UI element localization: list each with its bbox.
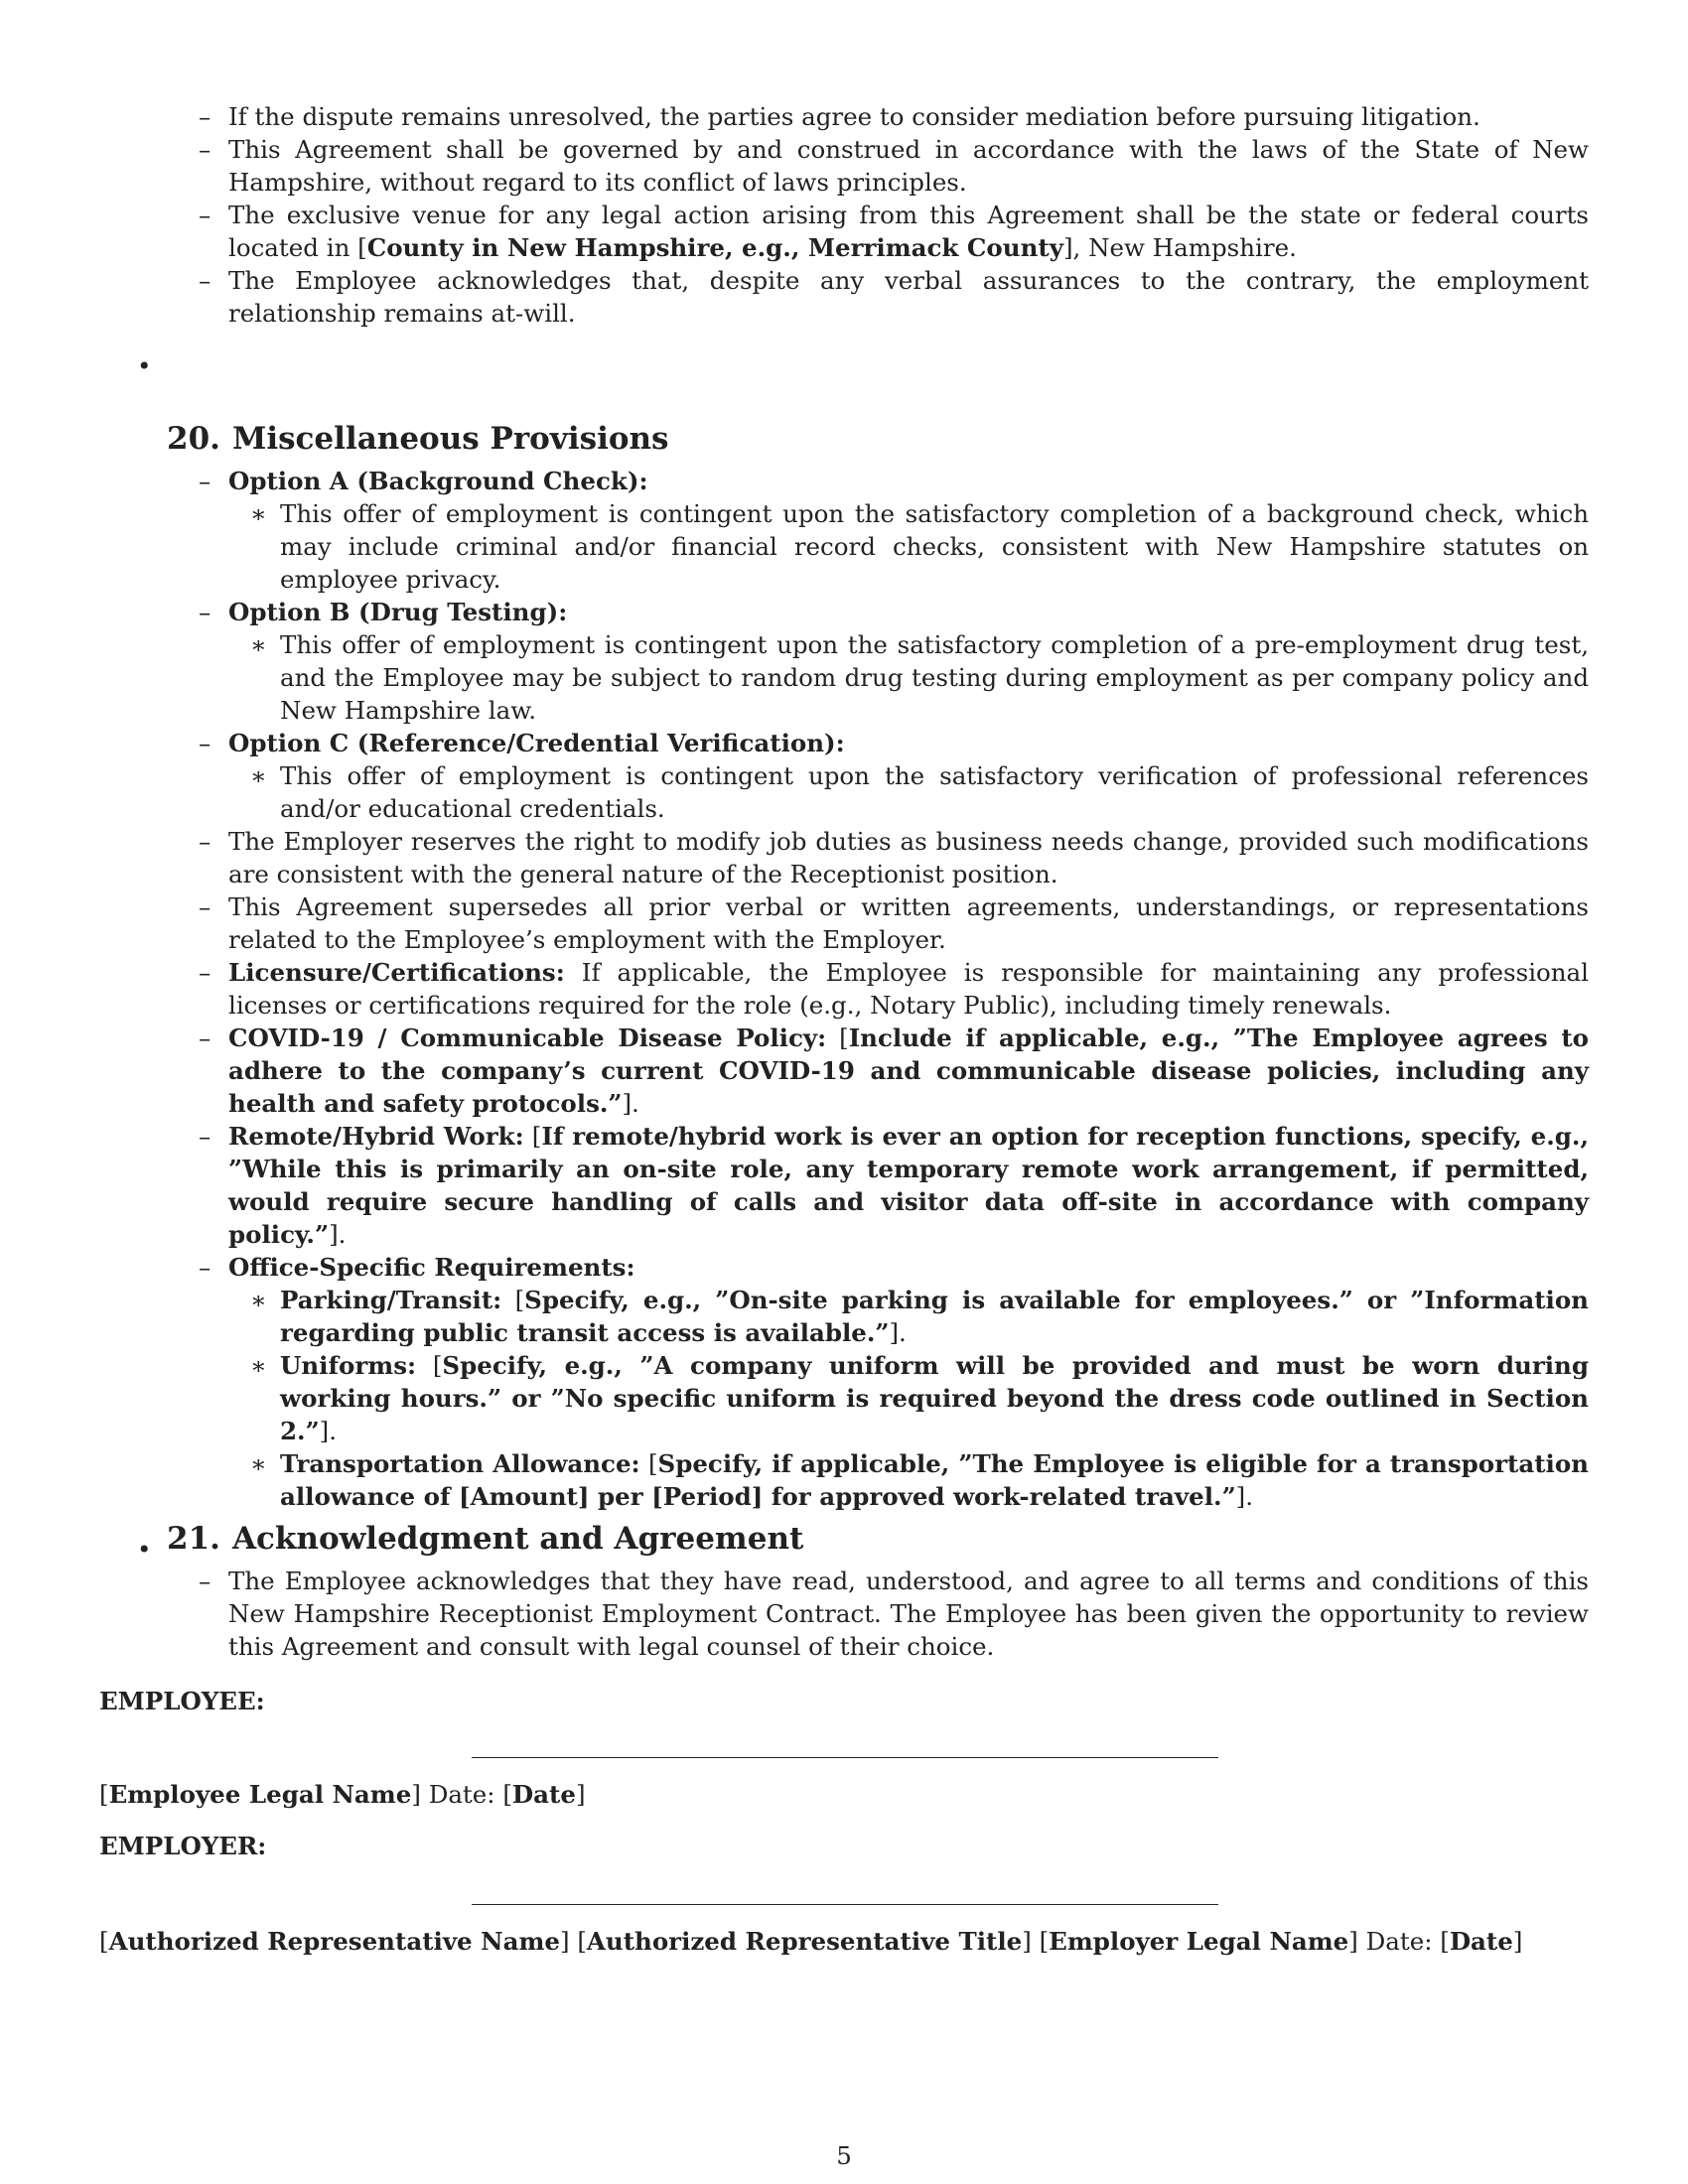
list-item-text: This Agreement shall be governed by and construed in accordance with the laws of the State of New Hampshire, without regard to its conflict of laws principles.: [228, 135, 1589, 197]
employee-label: EMPLOYEE:: [99, 1687, 265, 1715]
list-item-text: The Employee acknowledges that, despite any verbal assurances to the contrary, the employment relationship remains at-will.: [228, 266, 1589, 328]
bracket: [: [502, 1780, 512, 1809]
list-item-text: The Employee acknowledges that they have read, understood, and agree to all terms and conditions of this New Hampshire Receptionist Employment Contract. The Employee has been given the opportunity to review this Agreement and consult with legal counsel of their choice.: [228, 1567, 1589, 1661]
dash-marker: –: [199, 729, 211, 757]
option-c: [199, 727, 1589, 759]
dash-marker: –: [199, 892, 211, 921]
bracket-close: ].: [329, 1220, 347, 1249]
parking-placeholder: Specify, e.g., ”On-site parking is available for employees.” or ”Information regarding public transit access is available.”: [280, 1286, 1589, 1347]
employee-date: Date: [511, 1780, 576, 1809]
venue-placeholder: County in New Hampshire, e.g., Merrimack County: [366, 233, 1063, 262]
dash-marker: –: [199, 958, 211, 987]
section-title: Miscellaneous Provisions: [232, 421, 669, 457]
bracket-close: ].: [319, 1417, 338, 1445]
dash-marker: –: [199, 1253, 211, 1282]
option-label: Option B (Drug Testing):: [228, 598, 568, 626]
office-specific-label: Office-Specific Requirements:: [228, 1253, 635, 1282]
covid-item: [199, 1022, 1589, 1120]
bracket: [: [1039, 1927, 1050, 1956]
dash-marker: –: [199, 1024, 211, 1052]
star-marker: ∗: [250, 499, 267, 528]
dash-marker: –: [199, 598, 211, 626]
parking-label: Parking/Transit:: [280, 1286, 502, 1314]
bullet-symbol: •: [137, 1535, 152, 1564]
section-title: Acknowledgment and Agreement: [232, 1521, 804, 1557]
remote-label: Remote/Hybrid Work:: [228, 1122, 524, 1151]
bracket: [: [99, 1780, 109, 1809]
bracket: [: [577, 1927, 587, 1956]
dash-marker: –: [199, 135, 211, 164]
bracket: ]: [411, 1780, 421, 1809]
dash-marker: –: [199, 827, 211, 856]
dash-marker: –: [199, 1567, 211, 1595]
sub-item-text: This offer of employment is contingent upon the satisfactory completion of a pre-employment drug test, and the Employee may be subject to random drug testing during employment as per company policy and New Hampshire law.: [280, 630, 1589, 725]
employee-name: Employee Legal Name: [108, 1780, 412, 1809]
transportation-label: Transportation Allowance:: [280, 1449, 640, 1478]
section-heading: [167, 419, 1688, 459]
licensure-item: [199, 956, 1589, 1022]
employer-date: Date: [1449, 1927, 1513, 1956]
section-number: 21.: [167, 1521, 220, 1557]
option-a: [199, 465, 1589, 497]
bracket-close: ].: [622, 1089, 639, 1118]
list-item-text: The Employer reserves the right to modify job duties as business needs change, provided such modifications are consistent with the general nature of the Receptionist position.: [228, 827, 1589, 888]
star-marker: ∗: [250, 1286, 267, 1314]
dash-marker: –: [199, 201, 211, 229]
supersedes-item: [199, 890, 1589, 956]
bracket: ]: [1348, 1927, 1358, 1956]
bracket: ]: [1022, 1927, 1032, 1956]
bullet-marker: [137, 349, 1688, 382]
section-21: [0, 1519, 1688, 1663]
bracket: [: [99, 1927, 109, 1956]
covid-placeholder: Include if applicable, e.g., ”The Employee agrees to adhere to the company’s current COVID-19 and communicable disease policies, including any health and safety protocols.”: [228, 1024, 1589, 1118]
section-heading: [167, 1519, 1688, 1559]
sub-item-text: This offer of employment is contingent upon the satisfactory verification of professional references and/or educational credentials.: [280, 761, 1589, 823]
bracket: [: [1440, 1927, 1450, 1956]
remote-item: [199, 1120, 1589, 1251]
date-label: Date:: [1365, 1927, 1433, 1956]
rep-title: Authorized Representative Title: [586, 1927, 1023, 1956]
office-specific-item: [199, 1251, 1589, 1284]
bracket: ]: [559, 1927, 570, 1956]
bracket: ]: [575, 1780, 586, 1809]
licensure-label: Licensure/Certifications:: [228, 958, 565, 987]
option-a-text: [250, 497, 1589, 596]
parking-item: [250, 1284, 1589, 1349]
bracket-open: [: [501, 1286, 525, 1314]
list-item-text: ], New Hampshire.: [1062, 233, 1297, 262]
date-label: Date:: [428, 1780, 495, 1809]
bracket-open: [: [523, 1122, 542, 1151]
uniforms-item: [250, 1349, 1589, 1447]
employee-name-line: [99, 1778, 1688, 1811]
bracket: ]: [1512, 1927, 1523, 1956]
bracket-close: ].: [889, 1318, 907, 1347]
modify-duties-item: [199, 825, 1589, 890]
page-number: 5: [836, 2141, 852, 2170]
list-item-text: If the dispute remains unresolved, the parties agree to consider mediation before pursuing litigation.: [228, 102, 1480, 131]
covid-label: COVID-19 / Communicable Disease Policy:: [228, 1024, 827, 1052]
remote-placeholder: If remote/hybrid work is ever an option for reception functions, specify, e.g., ”While this is primarily an on-site role, any temporary remote work arrangement, if permitted, would require secure handling of calls and visitor data off-site in accordance with company policy.”: [228, 1122, 1589, 1249]
bracket-open: [: [826, 1024, 849, 1052]
option-c-text: [250, 759, 1589, 825]
list-item: [199, 100, 1589, 133]
acknowledgment-item: [199, 1565, 1589, 1663]
list-item: [199, 199, 1589, 264]
employer-name: Employer Legal Name: [1049, 1927, 1349, 1956]
star-marker: ∗: [250, 1351, 267, 1380]
uniforms-label: Uniforms:: [280, 1351, 417, 1380]
employer-name-line: [99, 1925, 1688, 1958]
option-label: Option A (Background Check):: [228, 467, 648, 495]
bracket-open: [: [416, 1351, 443, 1380]
transportation-placeholder: Specify, if applicable, ”The Employee is eligible for a transportation allowance of [Amount] per [Period] for approved work-related travel.”: [280, 1449, 1589, 1511]
rep-name: Authorized Representative Name: [108, 1927, 560, 1956]
dash-marker: –: [199, 1122, 211, 1151]
option-label: Option C (Reference/Credential Verification):: [228, 729, 845, 757]
employer-label: EMPLOYER:: [99, 1832, 267, 1860]
section-20: [0, 419, 1688, 1566]
dash-marker: –: [199, 102, 211, 131]
list-item: [199, 133, 1589, 199]
section-number: 20.: [167, 421, 220, 457]
option-b: [199, 596, 1589, 628]
list-item-text: This Agreement supersedes all prior verbal or written agreements, understandings, or representations related to the Employee’s employment with the Employer.: [228, 892, 1589, 954]
sub-item-text: This offer of employment is contingent upon the satisfactory completion of a background check, which may include criminal and/or financial record checks, consistent with New Hampshire statutes on employee privacy.: [280, 499, 1589, 594]
dash-marker: –: [199, 266, 211, 295]
list-item-text: If applicable, the Employee is responsible for maintaining any professional licenses or certifications required for the role (e.g., Notary Public), including timely renewals.: [228, 958, 1589, 1020]
signature-block: [0, 1685, 1688, 1958]
uniforms-placeholder: Specify, e.g., ”A company uniform will be provided and must be worn during working hours.” or ”No specific uniform is required beyond the dress code outlined in Section 2.”: [280, 1351, 1589, 1445]
list-item-text: The exclusive venue for any legal action arising from this Agreement shall be the state or federal courts located in [: [228, 201, 1589, 262]
star-marker: ∗: [250, 761, 267, 790]
bullet-symbol: •: [137, 351, 152, 380]
dash-marker: –: [199, 467, 211, 495]
transportation-item: [250, 1447, 1589, 1513]
bracket-close: ].: [1235, 1482, 1254, 1511]
star-marker: ∗: [250, 1449, 267, 1478]
option-b-text: [250, 628, 1589, 727]
star-marker: ∗: [250, 630, 267, 659]
list-item: [199, 264, 1589, 330]
bracket-open: [: [639, 1449, 658, 1478]
section-19-tail: [0, 100, 1688, 382]
